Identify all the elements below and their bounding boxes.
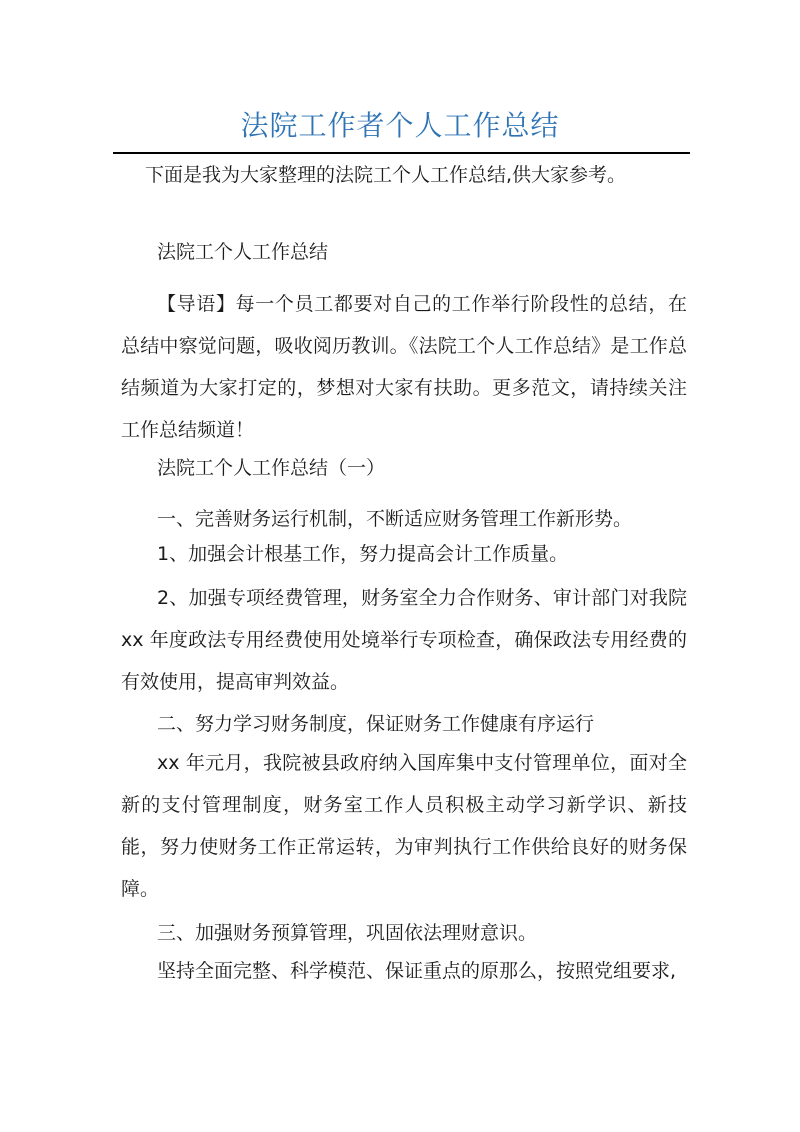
intro-paragraph: 下面是我为大家整理的法院工个人工作总结,供大家参考。 xyxy=(145,164,627,186)
paragraph: xx 年元月，我院被县政府纳入国库集中支付管理单位，面对全新的支付管理制度，财务室工作人员积极主动学习新学识、新技能，努力使财务工作正常运转，为审判执行工作供给良好的财务保障。 xyxy=(121,752,687,900)
document-title: 法院工作者个人工作总结 xyxy=(240,109,560,142)
paragraph: 一、完善财务运行机制，不断适应财务管理工作新形势。 xyxy=(157,508,633,530)
section-heading: 法院工个人工作总结 xyxy=(157,241,329,263)
paragraph: 1、加强会计根基工作，努力提高会计工作质量。 xyxy=(157,543,569,565)
paragraph: 【导语】每一个员工都要对自己的工作举行阶段性的总结，在总结中察觉问题，吸收阅历教训。《法院工个人工作总结》是工作总结频道为大家打定的，梦想对大家有扶助。更多范文，请持续关注工作总结频道！ xyxy=(121,293,687,441)
paragraph: 坚持全面完整、科学模范、保证重点的原那么，按照党组要求, xyxy=(157,960,677,982)
paragraph: 三、加强财务预算管理，巩固依法理财意识。 xyxy=(157,922,538,944)
section-heading: 法院工个人工作总结（一） xyxy=(157,457,386,479)
paragraph: 二、努力学习财务制度，保证财务工作健康有序运行 xyxy=(157,713,595,735)
paragraph: 2、加强专项经费管理，财务室全力合作财务、审计部门对我院 xx 年度政法专用经费使用处境举行专项检查，确保政法专用经费的有效使用，提高审判效益。 xyxy=(121,587,687,693)
